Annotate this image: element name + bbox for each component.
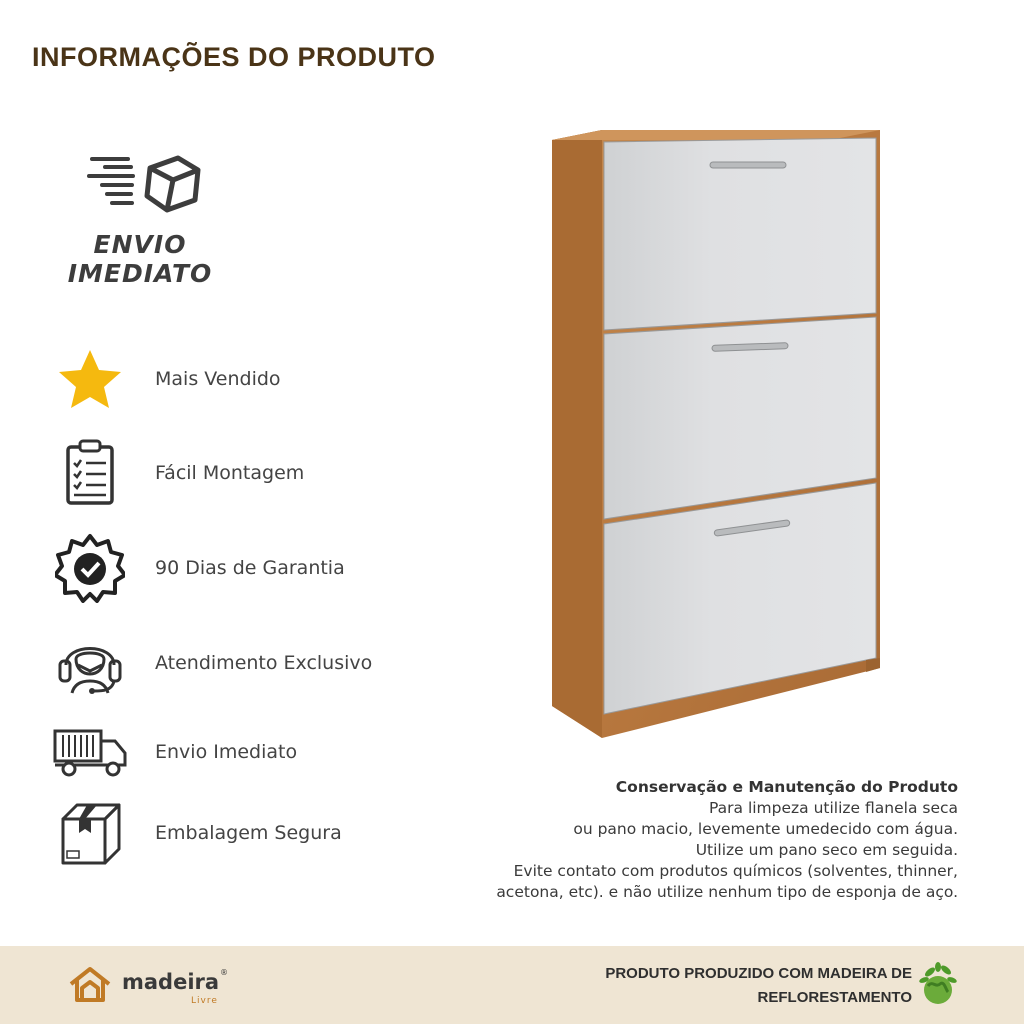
brand-sub: Livre	[191, 996, 218, 1006]
care-heading: Conservação e Manutenção do Produto	[615, 778, 958, 796]
care-instructions	[438, 777, 958, 903]
care-line: ou pano macio, levemente umedecido com água.	[573, 820, 958, 838]
warranty-badge-check-icon	[55, 533, 125, 603]
package-box-icon	[57, 799, 123, 867]
eco-globe-leaf-icon	[918, 962, 958, 1008]
fast-delivery-box-icon	[55, 150, 225, 220]
headset-agent-icon	[54, 629, 126, 697]
brand-registered: ®	[220, 968, 228, 977]
care-line: Utilize um pano seco em seguida.	[695, 841, 958, 859]
reforestation-note: PRODUTO PRODUZIDO COM MADEIRA DE REFLORESTAMENTO	[605, 965, 912, 1006]
feature-label: Fácil Montagem	[155, 462, 305, 484]
shipping-badge-text: ENVIO IMEDIATO	[67, 230, 213, 288]
feature-label: Envio Imediato	[155, 741, 298, 763]
feature-best-seller	[50, 342, 450, 416]
feature-support	[50, 626, 450, 700]
care-line: Para limpeza utilize flanela seca	[709, 799, 958, 817]
page-title: INFORMAÇÕES DO PRODUTO	[32, 42, 436, 72]
care-line: acetona, etc). e não utilize nenhum tipo de esponja de aço.	[496, 883, 958, 901]
shoe-cabinet-image	[540, 120, 900, 740]
star-icon	[57, 348, 123, 410]
feature-label: Atendimento Exclusivo	[155, 652, 373, 674]
clipboard-checklist-icon	[64, 439, 116, 507]
feature-warranty	[50, 531, 450, 605]
care-line: Evite contato com produtos químicos (solventes, thinner,	[513, 862, 958, 880]
feature-fast-shipping	[50, 715, 450, 789]
feature-safe-packaging	[50, 796, 450, 870]
house-logo-icon	[68, 966, 118, 1004]
brand-logo	[68, 966, 268, 1006]
delivery-truck-icon	[53, 725, 127, 779]
brand-name: madeira	[122, 970, 220, 994]
feature-label: 90 Dias de Garantia	[155, 557, 345, 579]
feature-label: Mais Vendido	[155, 368, 281, 390]
feature-label: Embalagem Segura	[155, 822, 342, 844]
feature-easy-assembly	[50, 436, 450, 510]
footer	[0, 946, 1024, 1024]
shipping-badge	[55, 150, 225, 290]
